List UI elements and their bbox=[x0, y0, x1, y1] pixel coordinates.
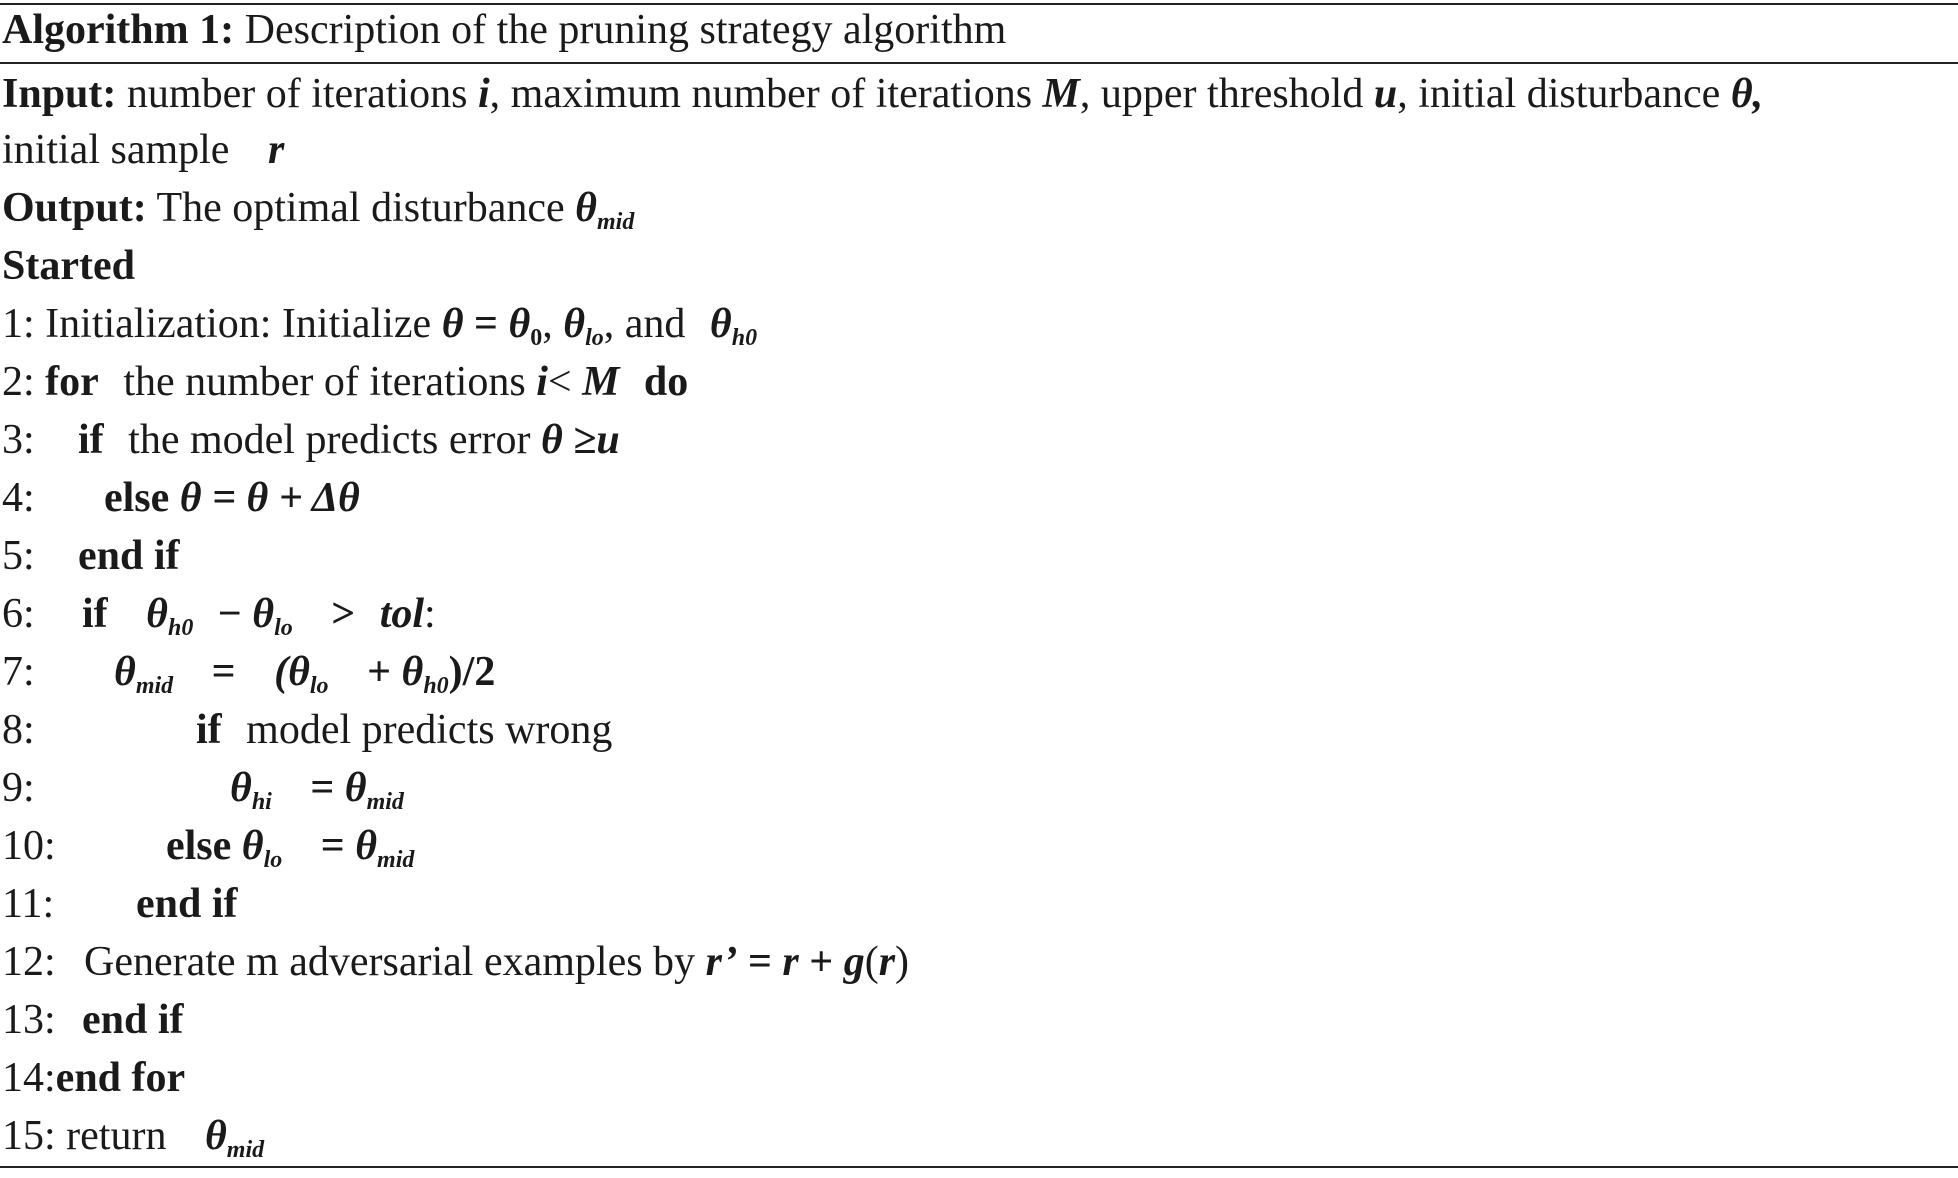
equals-sign: = bbox=[211, 649, 236, 695]
expression: θ ≥u bbox=[541, 417, 620, 463]
comma: , bbox=[542, 301, 553, 347]
step-number: 12: bbox=[2, 939, 56, 985]
var-r: r bbox=[267, 127, 285, 173]
var-theta: θ bbox=[563, 301, 586, 347]
subscript: lo bbox=[274, 615, 293, 641]
var-theta: θ bbox=[508, 301, 531, 347]
input-text: , initial disturbance bbox=[1397, 71, 1721, 117]
colon: : bbox=[424, 591, 436, 637]
keyword-else: else bbox=[104, 475, 170, 521]
var-theta: θ bbox=[204, 1113, 227, 1159]
step-number: 9: bbox=[2, 765, 35, 811]
keyword-if: if bbox=[82, 591, 108, 637]
input-line-continued bbox=[2, 122, 284, 178]
step-number: 10: bbox=[2, 823, 56, 869]
minus-sign: − bbox=[217, 591, 242, 637]
equals-sign: = bbox=[474, 301, 498, 347]
step-number: 6: bbox=[2, 591, 35, 637]
subscript: lo bbox=[263, 847, 283, 873]
step-12 bbox=[2, 934, 909, 990]
equals-sign: = bbox=[320, 823, 345, 869]
step-8 bbox=[2, 702, 612, 758]
step-number: 1: bbox=[2, 301, 35, 347]
var-theta: θ bbox=[230, 765, 252, 811]
input-label: Input: bbox=[2, 71, 117, 117]
input-text: , upper threshold bbox=[1079, 71, 1364, 117]
plus-sign: + bbox=[809, 939, 834, 985]
var-theta: θ bbox=[114, 649, 136, 695]
step-7 bbox=[2, 644, 495, 700]
step-10 bbox=[2, 818, 414, 874]
var-theta: θ bbox=[401, 649, 424, 695]
var-M: M bbox=[582, 359, 620, 405]
step-number: 11: bbox=[2, 881, 55, 927]
var-theta: θ bbox=[146, 591, 168, 637]
var-theta: θ bbox=[252, 591, 275, 637]
input-text: number of iterations bbox=[126, 71, 468, 117]
step-text: model predicts wrong bbox=[246, 707, 613, 753]
subscript: mid bbox=[596, 209, 635, 235]
var-theta: θ bbox=[355, 823, 378, 869]
subscript: lo bbox=[585, 325, 604, 351]
step-number: 7: bbox=[2, 649, 35, 695]
step-text: , and bbox=[603, 301, 686, 347]
equals-sign: = bbox=[747, 939, 772, 985]
output-line bbox=[2, 180, 634, 236]
step-text: Initialization: Initialize bbox=[45, 301, 432, 347]
step-text: return bbox=[66, 1113, 167, 1159]
greater-than: > bbox=[331, 591, 356, 637]
var-i: i bbox=[477, 71, 490, 117]
paren: ( bbox=[864, 939, 879, 985]
step-5 bbox=[2, 528, 180, 584]
equals-sign: = bbox=[310, 765, 335, 811]
input-text: , maximum number of iterations bbox=[489, 71, 1033, 117]
step-3 bbox=[2, 412, 620, 468]
keyword-end-if: end if bbox=[82, 997, 184, 1043]
paren: ) bbox=[895, 939, 910, 985]
var-theta: θ bbox=[441, 301, 464, 347]
keyword-end-if: end if bbox=[136, 881, 238, 927]
step-13 bbox=[2, 992, 184, 1048]
var-theta: θ, bbox=[1730, 71, 1764, 117]
algorithm-title-text: Description of the pruning strategy algorithm bbox=[244, 7, 1007, 53]
step-14 bbox=[2, 1050, 185, 1106]
keyword-end-if: end if bbox=[78, 533, 180, 579]
var-M: M bbox=[1042, 71, 1080, 117]
subscript: h0 bbox=[423, 673, 449, 699]
var-g: g bbox=[843, 939, 865, 985]
keyword-else: else bbox=[166, 823, 232, 869]
step-11 bbox=[2, 876, 238, 932]
started-label: Started bbox=[2, 243, 135, 289]
step-text: Generate m adversarial examples by bbox=[84, 939, 696, 985]
subscript: h0 bbox=[167, 615, 194, 641]
var-tol: tol bbox=[379, 591, 425, 637]
var-theta: θ bbox=[241, 823, 264, 869]
keyword-if: if bbox=[196, 707, 222, 753]
expression: (θ bbox=[274, 649, 310, 695]
step-6 bbox=[2, 586, 436, 642]
header-rule bbox=[0, 62, 1958, 64]
algorithm-title bbox=[2, 2, 1006, 58]
subscript: mid bbox=[226, 1137, 265, 1163]
step-number: 13: bbox=[2, 997, 56, 1043]
algorithm-label: Algorithm 1: bbox=[2, 7, 235, 53]
step-text: the number of iterations bbox=[123, 359, 526, 405]
var-theta: θ bbox=[344, 765, 367, 811]
subscript: hi bbox=[251, 789, 272, 815]
keyword-end-for: end for bbox=[55, 1055, 186, 1101]
subscript: lo bbox=[309, 673, 329, 699]
bottom-rule bbox=[0, 1166, 1958, 1168]
expression: θ = θ + Δθ bbox=[179, 475, 360, 521]
step-1 bbox=[2, 296, 757, 352]
var-r: r bbox=[878, 939, 896, 985]
step-9 bbox=[2, 760, 404, 816]
subscript: mid bbox=[377, 847, 415, 873]
keyword-for: for bbox=[45, 359, 99, 405]
expression: )/2 bbox=[448, 649, 496, 695]
var-theta: θ bbox=[575, 185, 597, 231]
step-number: 5: bbox=[2, 533, 35, 579]
step-number: 8: bbox=[2, 707, 35, 753]
input-line bbox=[2, 66, 1763, 122]
started-line bbox=[2, 238, 135, 294]
step-4 bbox=[2, 470, 360, 526]
var-theta: θ bbox=[709, 301, 732, 347]
var-i: i bbox=[536, 359, 548, 405]
keyword-if: if bbox=[78, 417, 104, 463]
input-text: initial sample bbox=[2, 127, 230, 173]
subscript: mid bbox=[366, 789, 404, 815]
var-r: r bbox=[782, 939, 799, 985]
step-text: the model predicts error bbox=[128, 417, 531, 463]
step-number: 4: bbox=[2, 475, 35, 521]
output-text: The optimal disturbance bbox=[156, 185, 565, 231]
keyword-do: do bbox=[643, 359, 689, 405]
plus-sign: + bbox=[367, 649, 391, 695]
subscript: mid bbox=[135, 673, 174, 699]
step-number: 3: bbox=[2, 417, 35, 463]
subscript: h0 bbox=[731, 325, 758, 351]
step-2 bbox=[2, 354, 688, 410]
less-than: < bbox=[547, 359, 572, 405]
step-number: 14: bbox=[2, 1055, 56, 1101]
output-label: Output: bbox=[2, 185, 147, 231]
step-number: 15: bbox=[2, 1113, 56, 1159]
step-15 bbox=[2, 1108, 264, 1164]
subscript: 0 bbox=[530, 325, 543, 351]
var-r-prime: r’ bbox=[705, 939, 738, 985]
var-u: u bbox=[1373, 71, 1398, 117]
step-number: 2: bbox=[2, 359, 35, 405]
